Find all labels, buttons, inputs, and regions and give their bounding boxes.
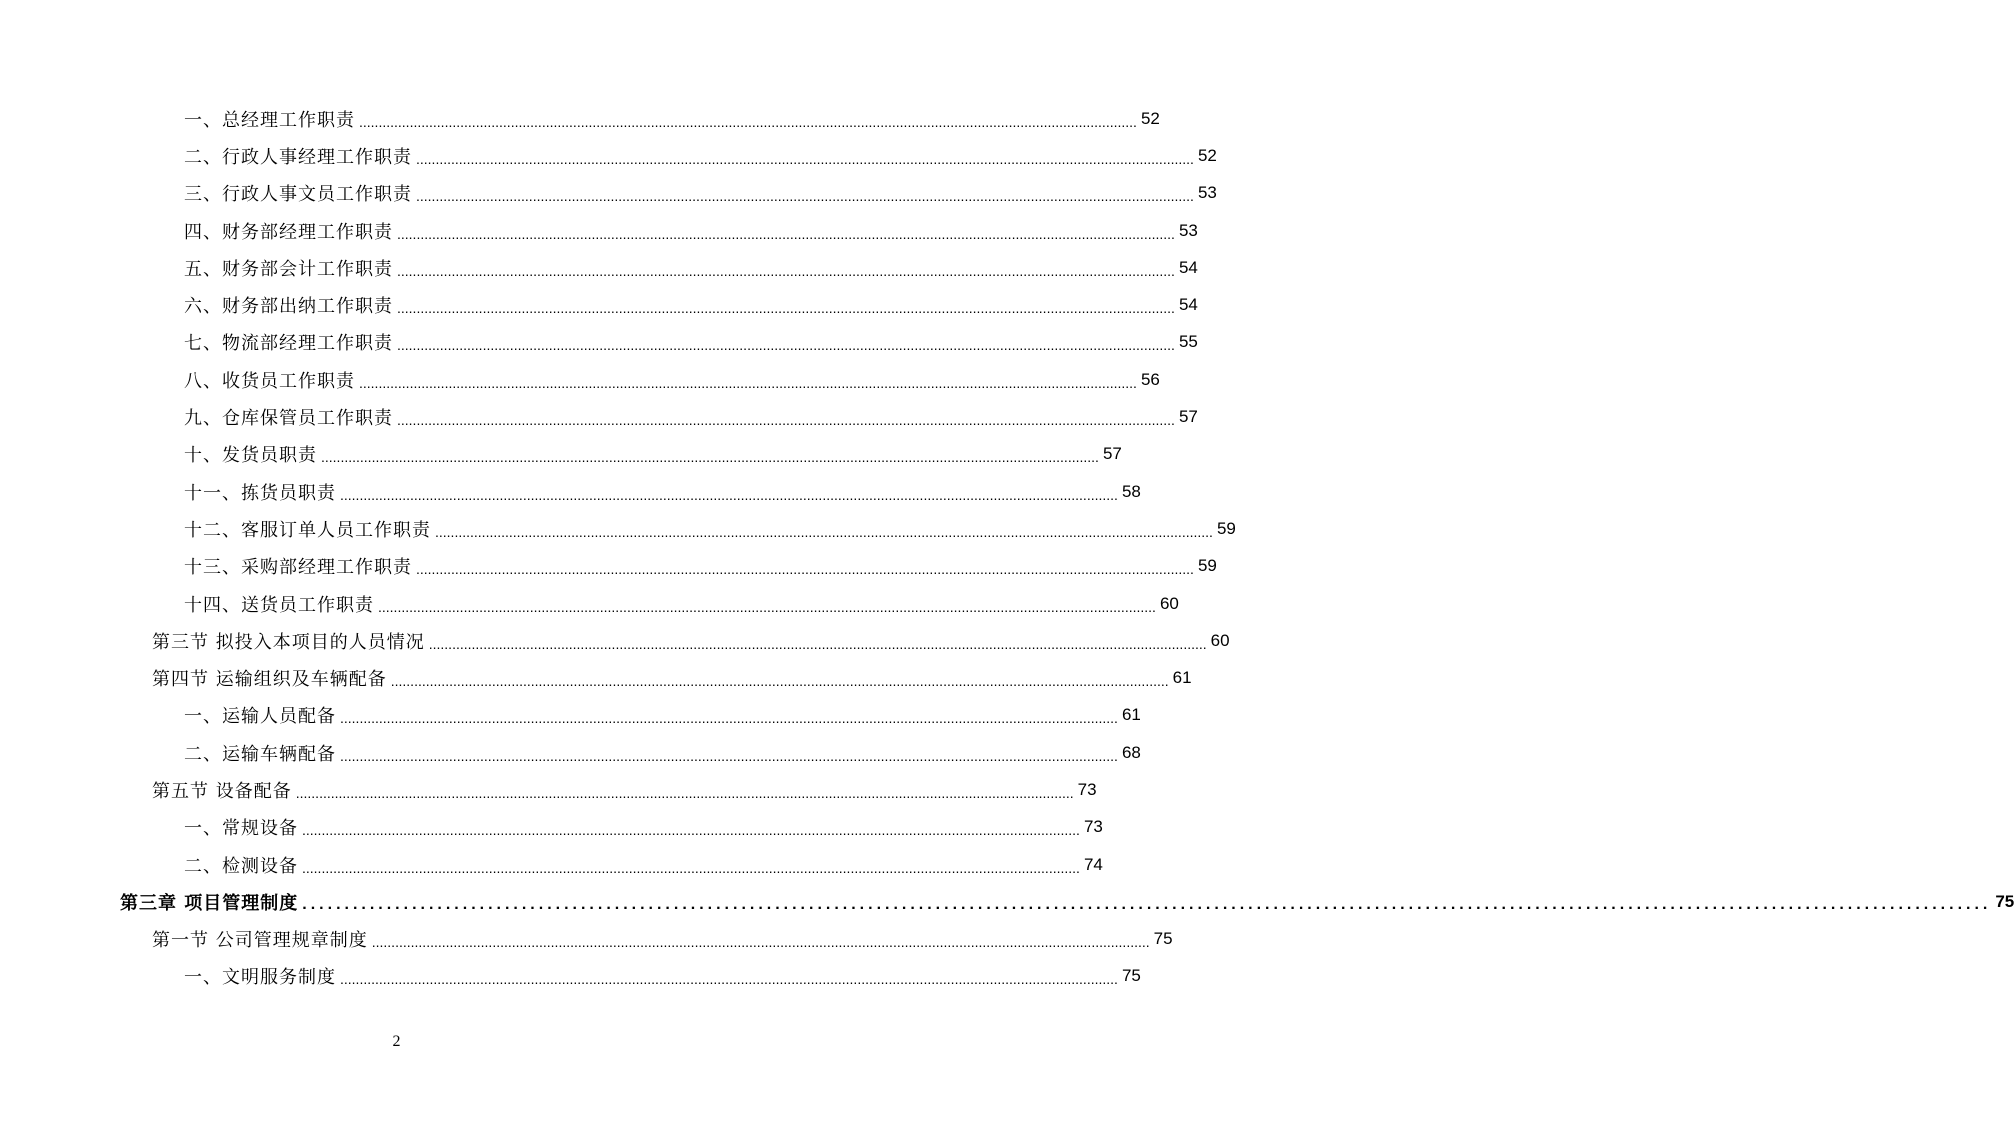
toc-entry-page: 58	[1121, 481, 1141, 501]
toc-dot-leader: ........................................................................................................................................................................................................	[416, 561, 1194, 578]
toc-entry-page: 57	[1102, 444, 1122, 464]
toc-dot-leader: ........................................................................................................................................................................................................	[340, 710, 1118, 727]
toc-entry-page: 52	[1197, 145, 1217, 165]
toc-entry-title: 九、仓库保管员工作职责	[184, 408, 393, 430]
toc-entry-title: 二、行政人事经理工作职责	[184, 146, 412, 168]
toc-entry-title: 八、收货员工作职责	[184, 370, 355, 392]
toc-entry-page: 52	[1140, 108, 1160, 128]
toc-dot-leader: ........................................................................................................................................................................................................	[416, 188, 1194, 205]
toc-dot-leader: ........................................................................................................................................................................................................	[428, 635, 1207, 652]
toc-dot-leader: ........................................................................................................................................................................................................	[371, 934, 1150, 951]
toc-entry[interactable]	[0, 921, 1173, 958]
toc-dot-leader: ........................................................................................................................................................................................................	[340, 747, 1118, 764]
toc-dot-leader: ........................................................................................................................................................................................................	[397, 300, 1175, 317]
toc-dot-leader: ........................................................................................................................................................................................................	[435, 523, 1213, 540]
toc-entry-title: 一、总经理工作职责	[184, 109, 355, 131]
toc-dot-leader: ........................................................................................................................................................................................................	[390, 673, 1169, 690]
toc-entry-page: 75	[1153, 929, 1173, 949]
toc-entry[interactable]	[0, 436, 1122, 473]
toc-dot-leader: ........................................................................................................................................................................................................	[397, 262, 1175, 279]
toc-entry[interactable]	[0, 659, 1192, 696]
toc-dot-leader: ........................................................................................................................................................................................................	[295, 784, 1074, 801]
toc-entry-title: 四、财务部经理工作职责	[184, 221, 393, 243]
toc-entry-page: 59	[1216, 518, 1236, 538]
toc-entry-page: 61	[1121, 705, 1141, 725]
toc-entry-title: 一、常规设备	[184, 818, 298, 840]
toc-entry[interactable]	[0, 324, 1198, 361]
toc-entry-title: 第四节 运输组织及车辆配备	[152, 669, 387, 691]
toc-entry-title: 二、检测设备	[184, 855, 298, 877]
toc-entry-title: 十三、采购部经理工作职责	[184, 557, 412, 579]
toc-dot-leader: ........................................................................................................................................................................................................	[359, 113, 1137, 130]
table-of-contents	[0, 100, 2014, 995]
toc-dot-leader: ........................................................................................................................................................................................................	[302, 822, 1080, 839]
toc-entry-title: 第一节 公司管理规章制度	[152, 930, 368, 952]
toc-entry[interactable]	[0, 883, 2014, 920]
toc-entry-page: 73	[1077, 779, 1097, 799]
toc-entry[interactable]	[0, 771, 1097, 808]
toc-entry-page: 54	[1178, 257, 1198, 277]
toc-dot-leader: ........................................................................................................................................................................................................	[397, 337, 1175, 354]
toc-dot-leader: ........................................................................................................................................................................................................	[397, 225, 1175, 242]
toc-dot-leader: ........................................................................................................................................................................................................	[321, 449, 1099, 466]
toc-dot-leader: ........................................................................................................................................................................................................	[340, 486, 1118, 503]
toc-entry-page: 57	[1178, 407, 1198, 427]
toc-entry-page: 73	[1083, 817, 1103, 837]
toc-entry[interactable]	[0, 100, 1160, 137]
toc-entry[interactable]	[0, 846, 1103, 883]
toc-entry-page: 56	[1140, 369, 1160, 389]
toc-entry-title: 三、行政人事文员工作职责	[184, 184, 412, 206]
toc-entry[interactable]	[0, 958, 1141, 995]
toc-entry-title: 一、运输人员配备	[184, 706, 336, 728]
toc-entry-title: 十二、客服订单人员工作职责	[184, 519, 431, 541]
toc-entry-page: 55	[1178, 332, 1198, 352]
toc-entry-page: 61	[1172, 668, 1192, 688]
toc-entry-page: 53	[1178, 220, 1198, 240]
toc-entry[interactable]	[0, 212, 1198, 249]
toc-entry-page: 75	[1995, 891, 2014, 911]
toc-entry-title: 六、财务部出纳工作职责	[184, 296, 393, 318]
toc-entry[interactable]	[0, 622, 1230, 659]
toc-entry-page: 59	[1197, 556, 1217, 576]
toc-entry-page: 74	[1083, 854, 1103, 874]
toc-dot-leader: ........................................................................................................................................................................................................	[416, 150, 1194, 167]
toc-entry-title: 第三节 拟投入本项目的人员情况	[152, 631, 425, 653]
toc-entry[interactable]	[0, 398, 1198, 435]
toc-entry-title: 五、财务部会计工作职责	[184, 258, 393, 280]
toc-entry-title: 十、发货员职责	[184, 445, 317, 467]
toc-dot-leader: ........................................................................................................................................................................................................	[340, 971, 1118, 988]
toc-entry-title: 十四、送货员工作职责	[184, 594, 374, 616]
toc-dot-leader: ........................................................................................................................................................................................................	[397, 412, 1175, 429]
toc-entry-page: 60	[1159, 593, 1179, 613]
toc-dot-leader: ........................................................................................................................................................................................................	[359, 374, 1137, 391]
toc-dot-leader: ........................................................................................................................................................................................................	[302, 859, 1080, 876]
toc-entry[interactable]	[0, 585, 1179, 622]
toc-entry[interactable]	[0, 473, 1141, 510]
toc-entry[interactable]	[0, 809, 1103, 846]
toc-entry-page: 60	[1210, 630, 1230, 650]
toc-entry-title: 二、运输车辆配备	[184, 743, 336, 765]
toc-entry-page: 75	[1121, 966, 1141, 986]
toc-dot-leader: ........................................................................................................................................................................................................	[378, 598, 1156, 615]
toc-entry-title: 第五节 设备配备	[152, 780, 292, 802]
toc-entry-page: 68	[1121, 742, 1141, 762]
toc-entry[interactable]	[0, 734, 1141, 771]
toc-entry-title: 七、物流部经理工作职责	[184, 333, 393, 355]
toc-entry[interactable]	[0, 361, 1160, 398]
toc-entry[interactable]	[0, 697, 1141, 734]
toc-entry-title: 十一、拣货员职责	[184, 482, 336, 504]
toc-entry-page: 54	[1178, 295, 1198, 315]
toc-entry[interactable]	[0, 249, 1198, 286]
toc-entry[interactable]	[0, 175, 1217, 212]
toc-entry[interactable]	[0, 286, 1198, 323]
toc-dot-leader: ........................................................................................................................................................................................................	[302, 895, 1992, 913]
toc-entry[interactable]	[0, 548, 1217, 585]
page-number: 2	[392, 1033, 401, 1050]
toc-entry-title: 第三章 项目管理制度	[120, 892, 299, 914]
toc-entry[interactable]	[0, 510, 1236, 547]
toc-entry-page: 53	[1197, 183, 1217, 203]
toc-entry-title: 一、文明服务制度	[184, 967, 336, 989]
toc-entry[interactable]	[0, 137, 1217, 174]
